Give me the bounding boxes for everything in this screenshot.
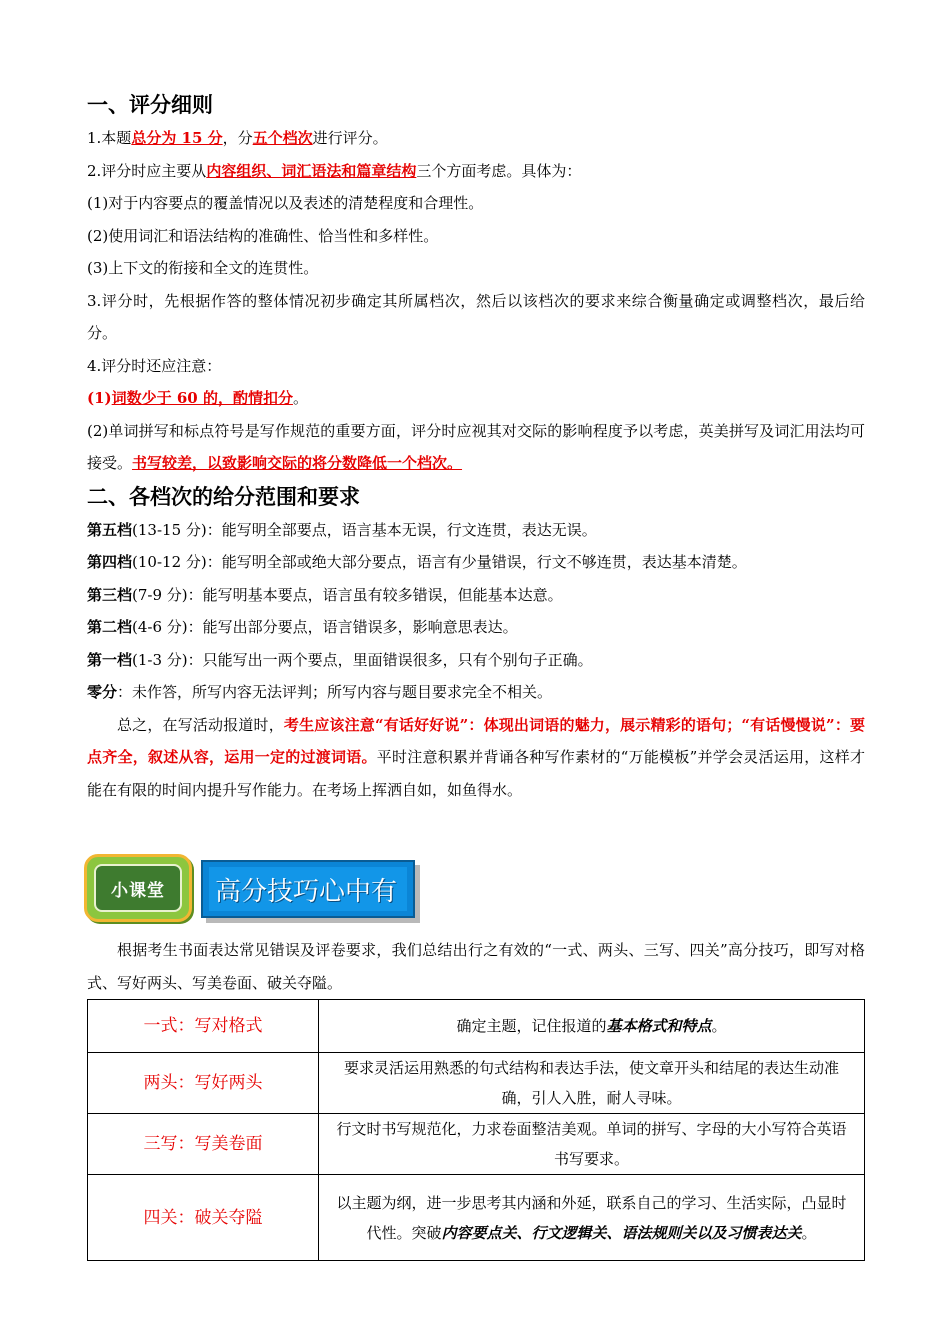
grade-label: 零分 (87, 683, 118, 701)
grade-text: (13-15 分)：能写明全部要点，语言基本无误，行文连贯，表达无误。 (132, 520, 597, 539)
tip-label: 四关：破关夺隘 (88, 1175, 319, 1261)
rule-3: 3.评分时，先根据作答的整体情况初步确定其所属档次，然后以该档次的要求来综合衡量确定或调整档次，最后给分。 (87, 291, 865, 342)
highlight-handwriting: 书写较差，以致影响交际的将分数降低一个档次。 (132, 454, 463, 472)
grade-label: 第五档 (87, 520, 133, 539)
section-banner (84, 854, 865, 928)
table-row (88, 1053, 865, 1114)
table-row (88, 1114, 865, 1175)
highlight-aspects: 内容组织、词汇语法和篇章结构 (206, 161, 417, 180)
text: 三个方面考虑。具体为： (416, 161, 582, 180)
grade-text: (1-3 分)：只能写出一两个要点，里面错误很多，只有个别句子正确。 (132, 650, 593, 669)
grade-row (87, 579, 865, 612)
grade-label: 第四档 (87, 553, 133, 571)
section1-title: 一、评分细则 (87, 93, 213, 117)
highlight-total-score: 总分为 15 分 (131, 129, 223, 147)
grade-row (87, 644, 865, 677)
text: 确定主题，记住报道的 (456, 1017, 607, 1035)
grade-text: (4-6 分)：能写出部分要点，语言错误多，影响意思表达。 (132, 618, 518, 636)
rule-2-3: (3)上下文的衔接和全文的连贯性。 (87, 259, 319, 277)
text: 以主题为纲，进一步思考其内涵和外延，联系自己的学习、生活实际，凸显时代性。突破 (336, 1193, 847, 1242)
text: 平时注意积累并背诵各种写作素材的“万能模板”并学会灵活运用，这样才能在有限的时间内提升写作能力。在考场上挥洒自如，如鱼得水。 (87, 748, 865, 799)
rule-2-1: (1)对于内容要点的覆盖情况以及表述的清楚程度和合理性。 (87, 194, 484, 212)
text: 2.评分时应主要从 (87, 161, 207, 180)
text: 。 (292, 389, 308, 407)
banner-title-box (201, 860, 415, 918)
grade-row (87, 611, 865, 644)
text: (1) (87, 389, 112, 407)
text: ，分 (222, 129, 253, 147)
tip-label: 两头：写好两头 (88, 1053, 319, 1114)
text: 总之，在写活动报道时， (117, 715, 284, 734)
rule-1 (87, 122, 865, 155)
rule-4-2 (87, 415, 865, 480)
grade-label: 第一档 (87, 650, 133, 669)
grade-row (87, 546, 865, 579)
tip-label: 三写：写美卷面 (88, 1114, 319, 1175)
grade-text: ：未作答，所写内容无法评判；所写内容与题目要求完全不相关。 (117, 683, 553, 701)
rule-2-2: (2)使用词汇和语法结构的准确性、恰当性和多样性。 (87, 226, 439, 245)
text: 1.本题 (87, 129, 132, 147)
emphasis: 基本格式和特点 (606, 1017, 712, 1035)
grade-text: (10-12 分)：能写明全部或绝大部分要点，语言有少量错误，行文不够连贯，表达基本清楚。 (132, 553, 747, 571)
text: 。 (801, 1223, 817, 1242)
grade-text: (7-9 分)：能写明基本要点，语言虽有较多错误，但能基本达意。 (132, 585, 563, 604)
tip-desc (319, 1000, 865, 1053)
classroom-badge-icon (84, 854, 192, 922)
grade-row (87, 676, 865, 709)
section2-title: 二、各档次的给分范围和要求 (87, 484, 360, 509)
table-row (88, 1175, 865, 1261)
grade-label: 第二档 (87, 618, 133, 636)
tips-table (87, 999, 865, 1261)
tips-intro: 根据考生书面表达常见错误及评卷要求，我们总结出行之有效的“一式、两头、三写、四关”高分技巧，即写对格式、写好两头、写美卷面、破关夺隘。 (87, 941, 865, 992)
emphasis: 内容要点关、行文逻辑关、语法规则关以及习惯表达关 (441, 1223, 802, 1242)
text: 。 (711, 1017, 727, 1035)
summary-paragraph (87, 709, 865, 807)
rule-4-1 (87, 382, 865, 415)
highlight-summary: 考生应该注意“有话好好说”：体现出词语的魅力，展示精彩的语句；“有话慢慢说”：要点齐全，叙述从容，运用一定的过渡词语。 (87, 715, 865, 766)
grade-row (87, 514, 865, 547)
grade-label: 第三档 (87, 585, 133, 604)
tip-label: 一式：写对格式 (88, 1000, 319, 1053)
document-page (87, 88, 865, 1261)
highlight-word-count: 词数少于 60 的，酌情扣分 (111, 389, 293, 407)
banner-title: 高分技巧心中有 (209, 867, 407, 911)
tip-desc (319, 1175, 865, 1261)
badge-label: 小课堂 (94, 864, 182, 912)
rule-2 (87, 155, 865, 188)
tip-desc: 要求灵活运用熟悉的句式结构和表达手法，使文章开头和结尾的表达生动准确，引人入胜，耐人寻味。 (319, 1053, 865, 1114)
tip-desc: 行文时书写规范化，力求卷面整洁美观。单词的拼写、字母的大小写符合英语书写要求。 (319, 1114, 865, 1175)
text: 进行评分。 (312, 129, 388, 147)
highlight-five-levels: 五个档次 (252, 129, 313, 147)
text: (2)单词拼写和标点符号是写作规范的重要方面，评分时应视其对交际的影响程度予以考虑，英美拼写及词汇用法均可接受。 (87, 421, 865, 472)
table-row (88, 1000, 865, 1053)
rule-4: 4.评分时还应注意： (87, 356, 222, 375)
